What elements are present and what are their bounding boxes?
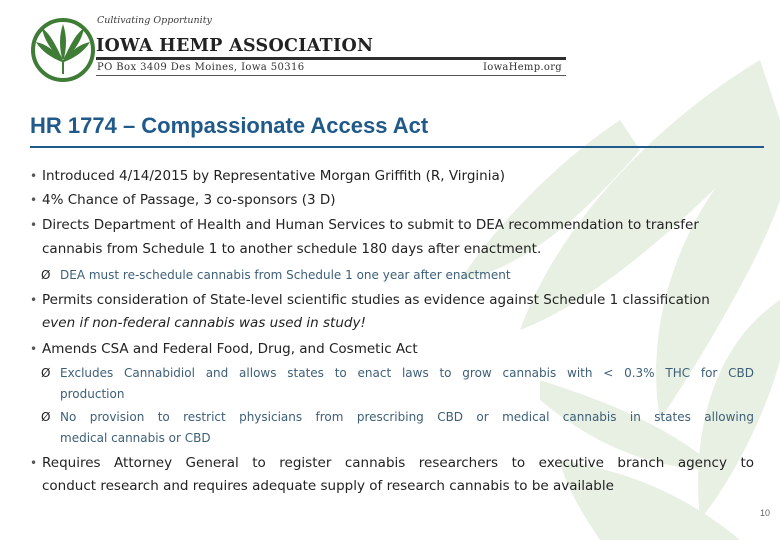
bullet-item: • Permits consideration of State-level scientific studies as evidence against Schedule 1 classification [42,289,710,311]
arrow-icon: Ø [41,268,51,282]
page-number: 10 [760,508,771,518]
sub-bullet-item: Ø No provision to restrict physicians from prescribing CBD or medical cannabis in states allowing [60,406,754,428]
bullet-icon: • [30,218,38,232]
bullet-icon: • [30,169,38,183]
sub-bullet-item: Ø DEA must re-schedule cannabis from Schedule 1 one year after enactment [60,264,511,286]
bullet-icon: • [30,193,38,207]
bullet-icon: • [30,342,38,356]
bullet-icon: • [30,456,38,470]
tagline: Cultivating Opportunity [97,15,212,26]
organization-website: IowaHemp.org [483,62,562,73]
sub-bullet-continuation: medical cannabis or CBD [60,431,211,445]
bullet-icon: • [30,293,38,307]
arrow-icon: Ø [41,410,51,424]
bullet-continuation: conduct research and requires adequate supply of research cannabis to be available [42,478,614,494]
bullet-continuation: even if non-federal cannabis was used in study! [42,315,366,331]
slide-title: HR 1774 – Compassionate Access Act [30,113,429,138]
sub-bullet-continuation: production [60,387,125,401]
bullet-item: • Introduced 4/14/2015 by Representative Morgan Griffith (R, Virginia) [42,165,505,187]
bullet-item: • 4% Chance of Passage, 3 co-sponsors (3 D) [42,189,336,211]
sub-bullet-item: Ø Excludes Cannabidiol and allows states to enact laws to grow cannabis with < 0.3% THC for CBD [60,362,754,384]
arrow-icon: Ø [41,366,51,380]
bullet-item: • Amends CSA and Federal Food, Drug, and Cosmetic Act [42,338,418,360]
bullet-item: • Directs Department of Health and Human Services to submit to DEA recommendation to transfer [42,214,699,236]
organization-name: IOWA HEMP ASSOCIATION [96,36,374,56]
bullet-item: • Requires Attorney General to register cannabis researchers to executive branch agency to [42,452,754,474]
organization-address: PO Box 3409 Des Moines, Iowa 50316 [97,62,305,73]
bullet-continuation: cannabis from Schedule 1 to another schedule 180 days after enactment. [42,241,542,257]
